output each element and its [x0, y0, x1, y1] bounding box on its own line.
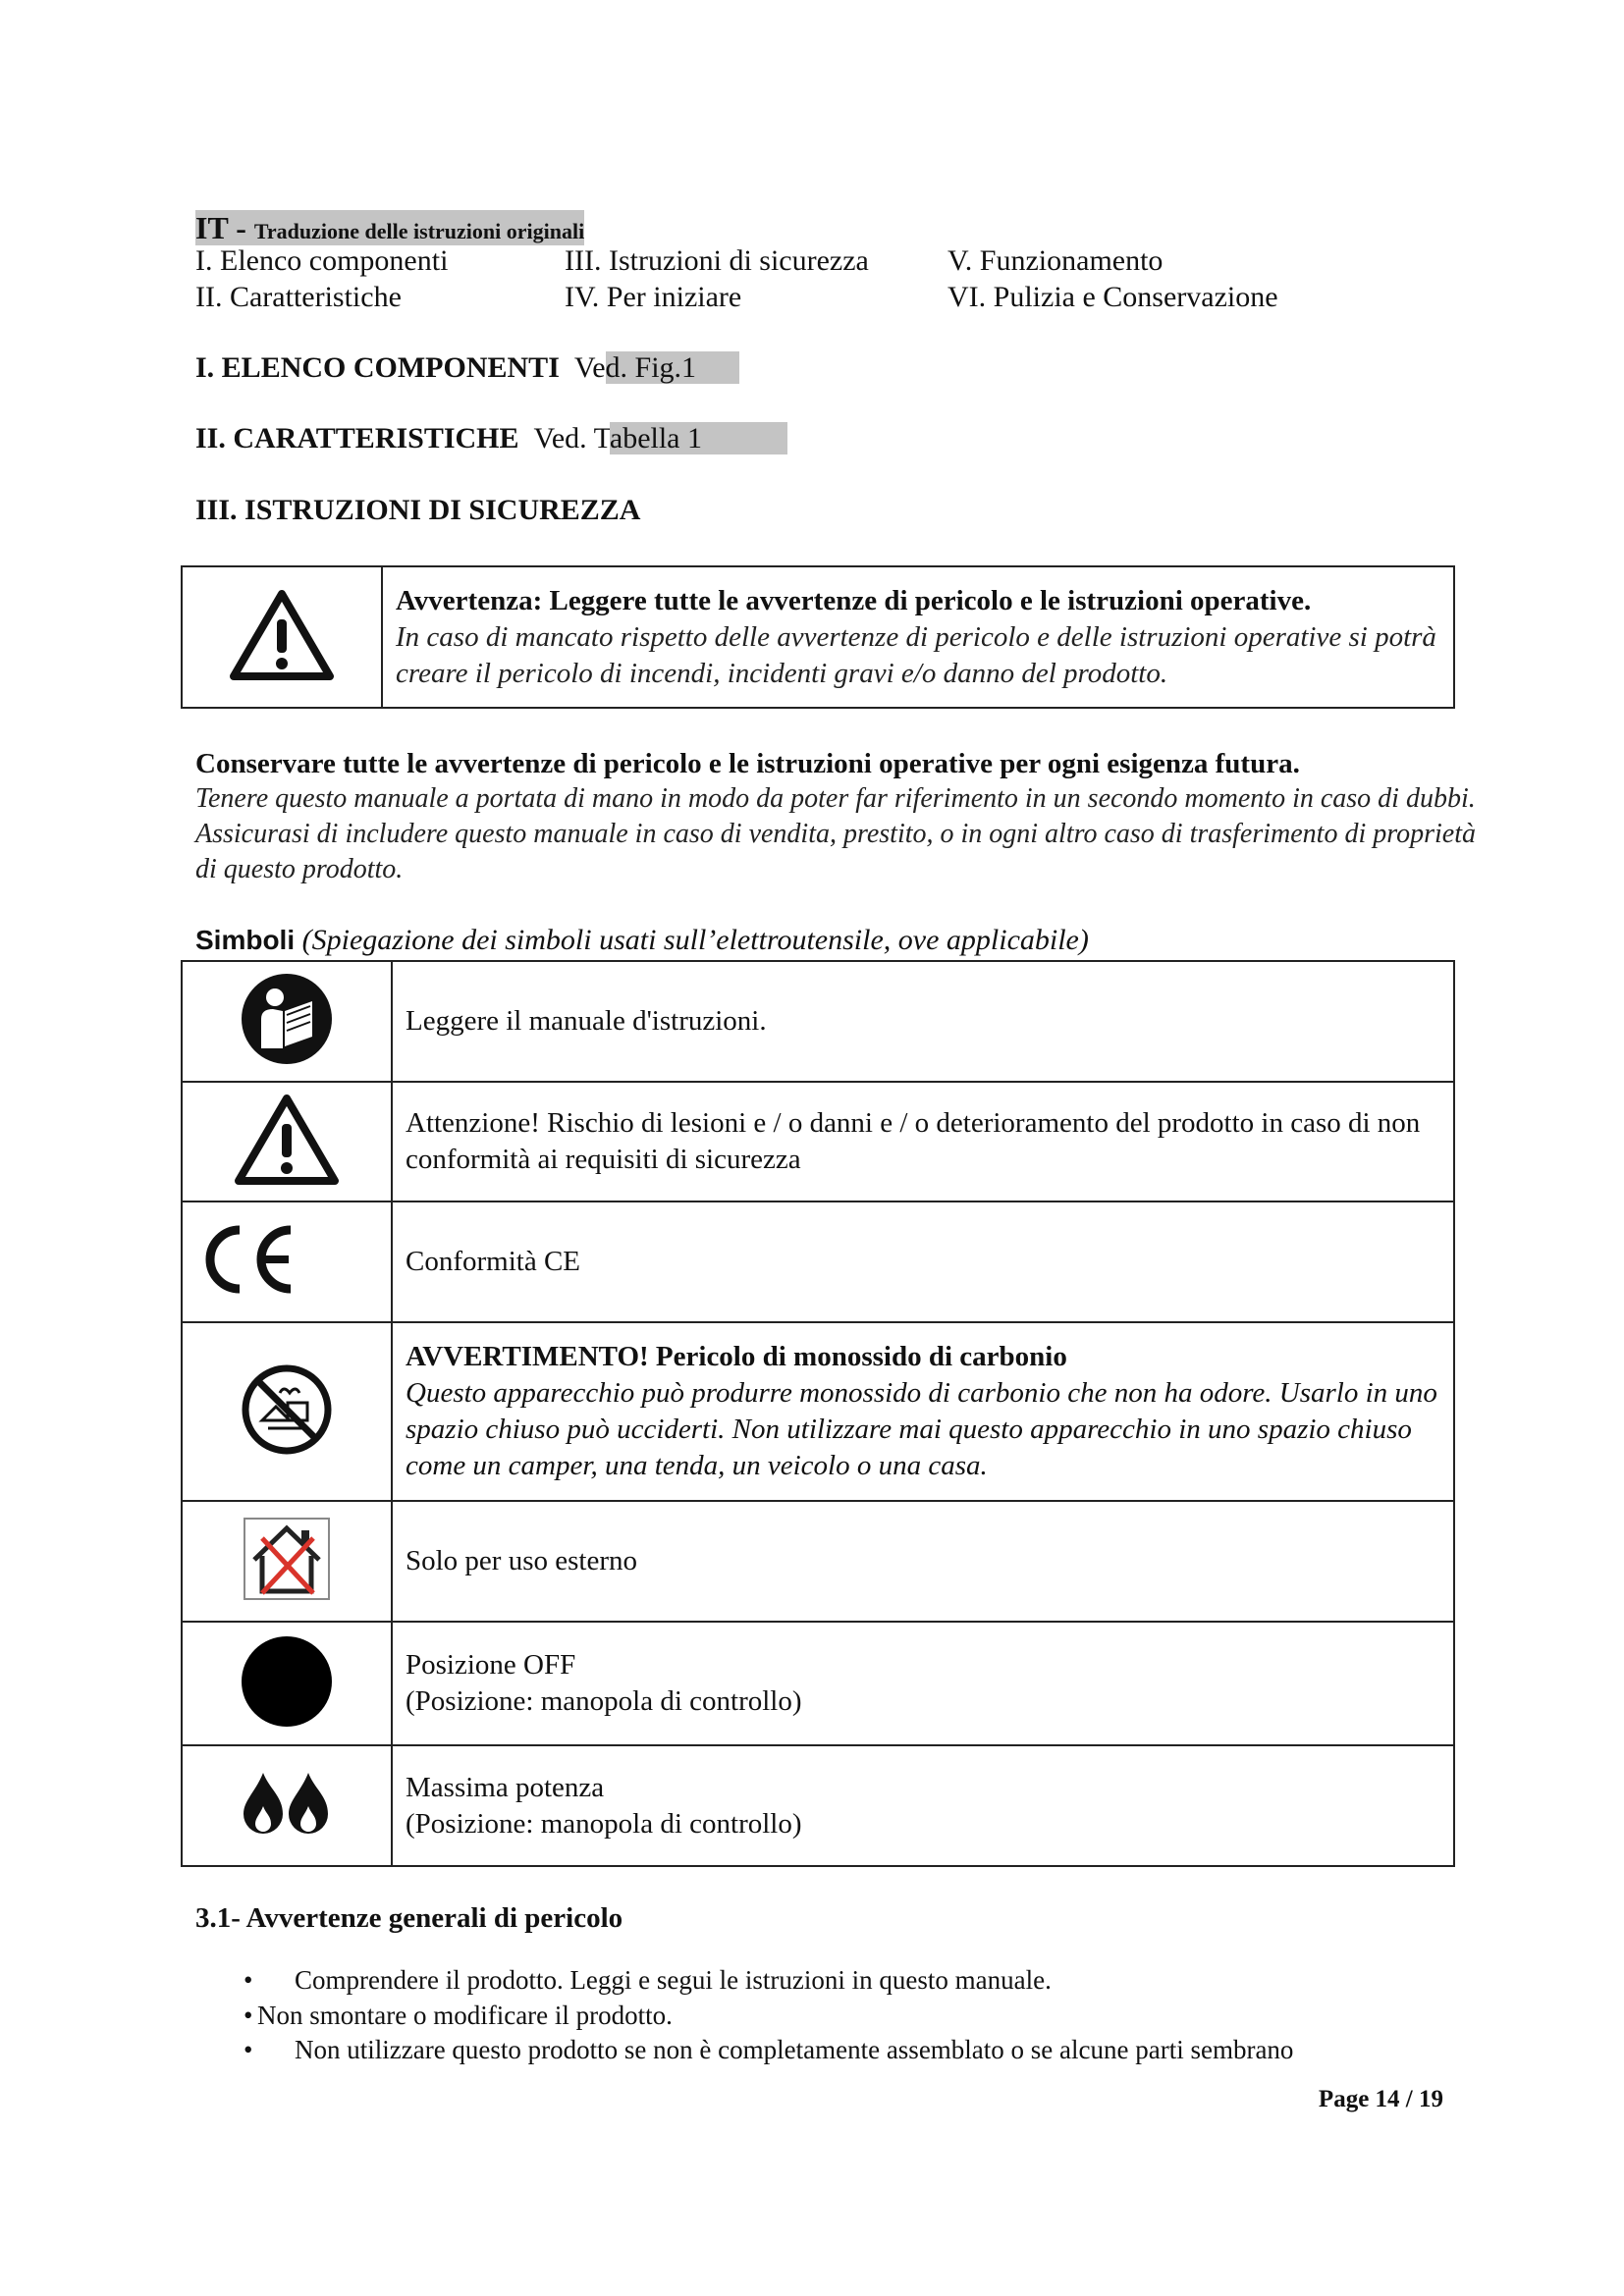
lang-code: IT - — [195, 210, 254, 245]
warning-icon-cell — [182, 566, 382, 708]
keep-body: Tenere questo manuale a portata di mano in modo da poter far riferimento in un secondo momento in caso di dubbi. Assicurasi di includere questo manuale in caso di vendita, prestito, o in ogni altro caso di trasferimento di proprietà di questo prodotto. — [195, 783, 1476, 884]
off-position-icon — [240, 1634, 334, 1729]
warning-body: In caso di mancato rispetto delle avvertenze di pericolo e delle istruzioni operative si potrà creare il pericolo di incendi, incidenti gravi e/o danno del prodotto. — [396, 620, 1436, 689]
lang-title: Traduzione delle istruzioni originali — [253, 219, 585, 243]
symbol-row — [182, 1745, 1454, 1866]
symbol-desc: Solo per uso esterno — [392, 1501, 1454, 1622]
symbol-desc: Conformità CE — [392, 1201, 1454, 1322]
outdoor-only-icon — [243, 1517, 331, 1601]
symbol-row — [182, 1201, 1454, 1322]
no-indoor-use-icon — [241, 1363, 333, 1456]
symbol-desc: Attenzione! Rischio di lesioni e / o danni e / o deterioramento del prodotto in caso di non conformità ai requisiti di sicurezza — [392, 1082, 1454, 1201]
warning-box — [181, 565, 1455, 709]
max-power-flames-icon — [240, 1769, 334, 1838]
warning-triangle-icon — [228, 586, 336, 684]
section-components-heading: I. ELENCO COMPONENTI Ved. Fig.1 — [195, 351, 739, 385]
symbol-desc — [392, 1322, 1454, 1501]
symbols-heading: Simboli (Spiegazione dei simboli usati sull’elettroutensile, ove applicabile) — [195, 924, 1089, 956]
warning-title: Avvertenza: Leggere tutte le avvertenze di pericolo e le istruzioni operative. — [396, 584, 1312, 616]
symbol-row — [182, 1622, 1454, 1745]
general-warnings-heading: 3.1- Avvertenze generali di pericolo — [195, 1902, 623, 1934]
toc-item-4: IV. Per iniziare — [565, 281, 742, 313]
co-warning-body: Questo apparecchio può produrre monossido di carbonio che non ha odore. Usarlo in uno spazio chiuso può ucciderti. Non utilizzare mai questo apparecchio in uno spazio chiuso come un camper, una tenda, un veicolo o una casa. — [406, 1377, 1437, 1481]
bullet-item: • Comprendere il prodotto. Leggi e segui le istruzioni in questo manuale. — [244, 1965, 1052, 1995]
bullet-item: • Non utilizzare questo prodotto se non è completamente assemblato o se alcune parti sembrano — [244, 2035, 1294, 2064]
symbol-row — [182, 1322, 1454, 1501]
ce-mark-icon — [198, 1220, 297, 1299]
symbol-desc: Leggere il manuale d'istruzioni. — [392, 961, 1454, 1082]
section-safety-heading: III. ISTRUZIONI DI SICUREZZA — [195, 494, 641, 526]
symbol-row — [182, 961, 1454, 1082]
keep-instructions — [195, 746, 1491, 887]
warning-triangle-icon — [233, 1091, 341, 1189]
warning-text-cell — [382, 566, 1454, 708]
read-manual-icon — [240, 972, 334, 1066]
symbol-row — [182, 1082, 1454, 1201]
toc-item-2: II. Caratteristiche — [195, 281, 402, 313]
toc-item-5: V. Funzionamento — [947, 244, 1164, 277]
co-warning-title: AVVERTIMENTO! Pericolo di monossido di carbonio — [406, 1341, 1067, 1372]
symbol-row — [182, 1501, 1454, 1622]
toc-item-1: I. Elenco componenti — [195, 244, 449, 277]
keep-title: Conservare tutte le avvertenze di pericolo e le istruzioni operative per ogni esigenza futura. — [195, 748, 1300, 779]
page-number: Page 14 / 19 — [1318, 2086, 1443, 2112]
bullet-item: • Non smontare o modificare il prodotto. — [244, 2001, 673, 2030]
toc-item-3: III. Istruzioni di sicurezza — [565, 244, 869, 277]
symbols-table — [181, 960, 1455, 1867]
symbol-desc: Massima potenza (Posizione: manopola di controllo) — [392, 1745, 1454, 1866]
toc-item-6: VI. Pulizia e Conservazione — [947, 281, 1278, 313]
symbol-desc: Posizione OFF (Posizione: manopola di controllo) — [392, 1622, 1454, 1745]
section-features-heading: II. CARATTERISTICHE Ved. Tabella 1 — [195, 422, 787, 455]
